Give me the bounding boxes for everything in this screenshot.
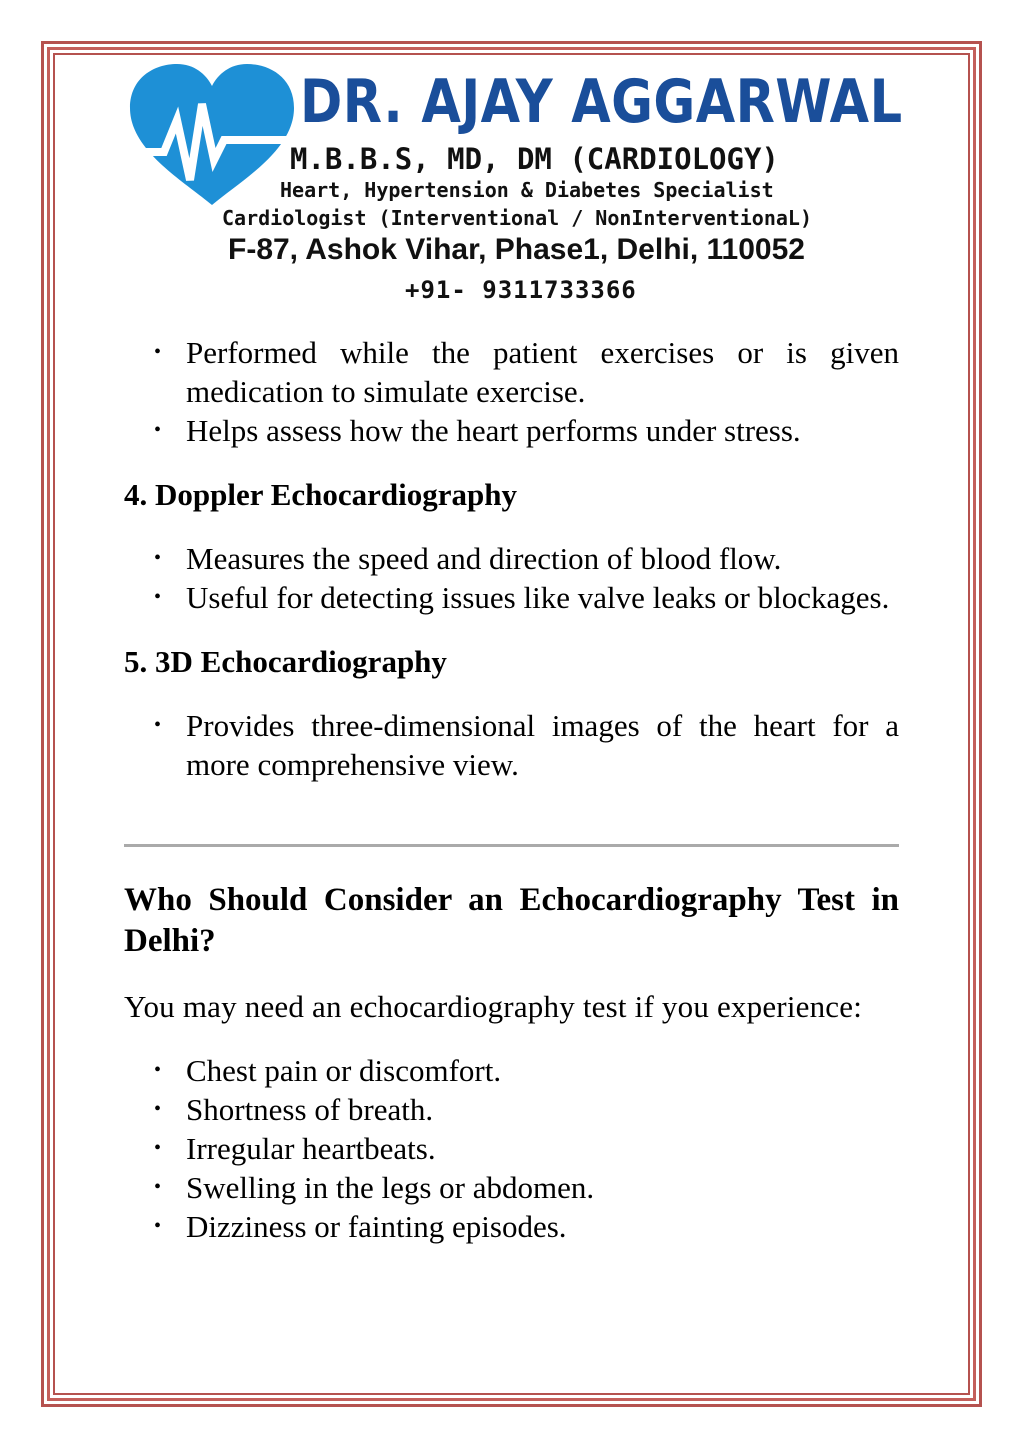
doctor-type: Cardiologist (Interventional / NonInterventionaL) (222, 206, 813, 230)
list-item: • Chest pain or discomfort. (154, 1053, 502, 1088)
article-content (124, 333, 899, 1246)
bullet-icon: • (154, 341, 162, 363)
doctor-specialty: Heart, Hypertension & Diabetes Specialist (280, 178, 774, 202)
clinic-address: F-87, Ashok Vihar, Phase1, Delhi, 110052 (228, 233, 805, 266)
3d-echo-list (124, 706, 899, 784)
doppler-heading: 4. Doppler Echocardiography (124, 477, 517, 512)
bullet-icon: • (154, 714, 162, 736)
doppler-list (124, 539, 899, 617)
list-item: • Dizziness or fainting episodes. (154, 1209, 567, 1244)
list-item: • Helps assess how the heart performs under stress. (154, 413, 801, 448)
doctor-name: DR. AJAY AGGARWAL (300, 67, 903, 137)
intro-paragraph: You may need an echocardiography test if you experience: (124, 989, 863, 1024)
clinic-header (0, 0, 1023, 310)
list-item: • Performed while the patient exercises or is given medication to simulate exercise. (154, 335, 899, 409)
stress-echo-list (124, 333, 899, 450)
clinic-phone: +91- 9311733366 (405, 276, 637, 304)
symptoms-list (124, 1051, 899, 1246)
list-item: • Useful for detecting issues like valve leaks or blockages. (154, 580, 890, 615)
bullet-icon: • (154, 586, 162, 608)
doctor-degree: M.B.B.S, MD, DM (CARDIOLOGY) (290, 142, 779, 176)
list-item: • Shortness of breath. (154, 1092, 434, 1127)
bullet-icon: • (154, 1176, 162, 1198)
list-item: • Provides three-dimensional images of the heart for a more comprehensive view. (154, 708, 899, 782)
bullet-icon: • (154, 1098, 162, 1120)
list-item: • Irregular heartbeats. (154, 1131, 436, 1166)
bullet-icon: • (154, 1059, 162, 1081)
bullet-icon: • (154, 547, 162, 569)
section-divider (124, 844, 899, 847)
who-should-consider-heading: Who Should Consider an Echocardiography Test in Delhi? (124, 882, 899, 959)
bullet-icon: • (154, 1137, 162, 1159)
bullet-icon: • (154, 1215, 162, 1237)
3d-echo-heading: 5. 3D Echocardiography (124, 644, 447, 679)
list-item: • Swelling in the legs or abdomen. (154, 1170, 595, 1205)
list-item: • Measures the speed and direction of blood flow. (154, 541, 782, 576)
bullet-icon: • (154, 419, 162, 441)
heart-pulse-icon (122, 60, 302, 210)
